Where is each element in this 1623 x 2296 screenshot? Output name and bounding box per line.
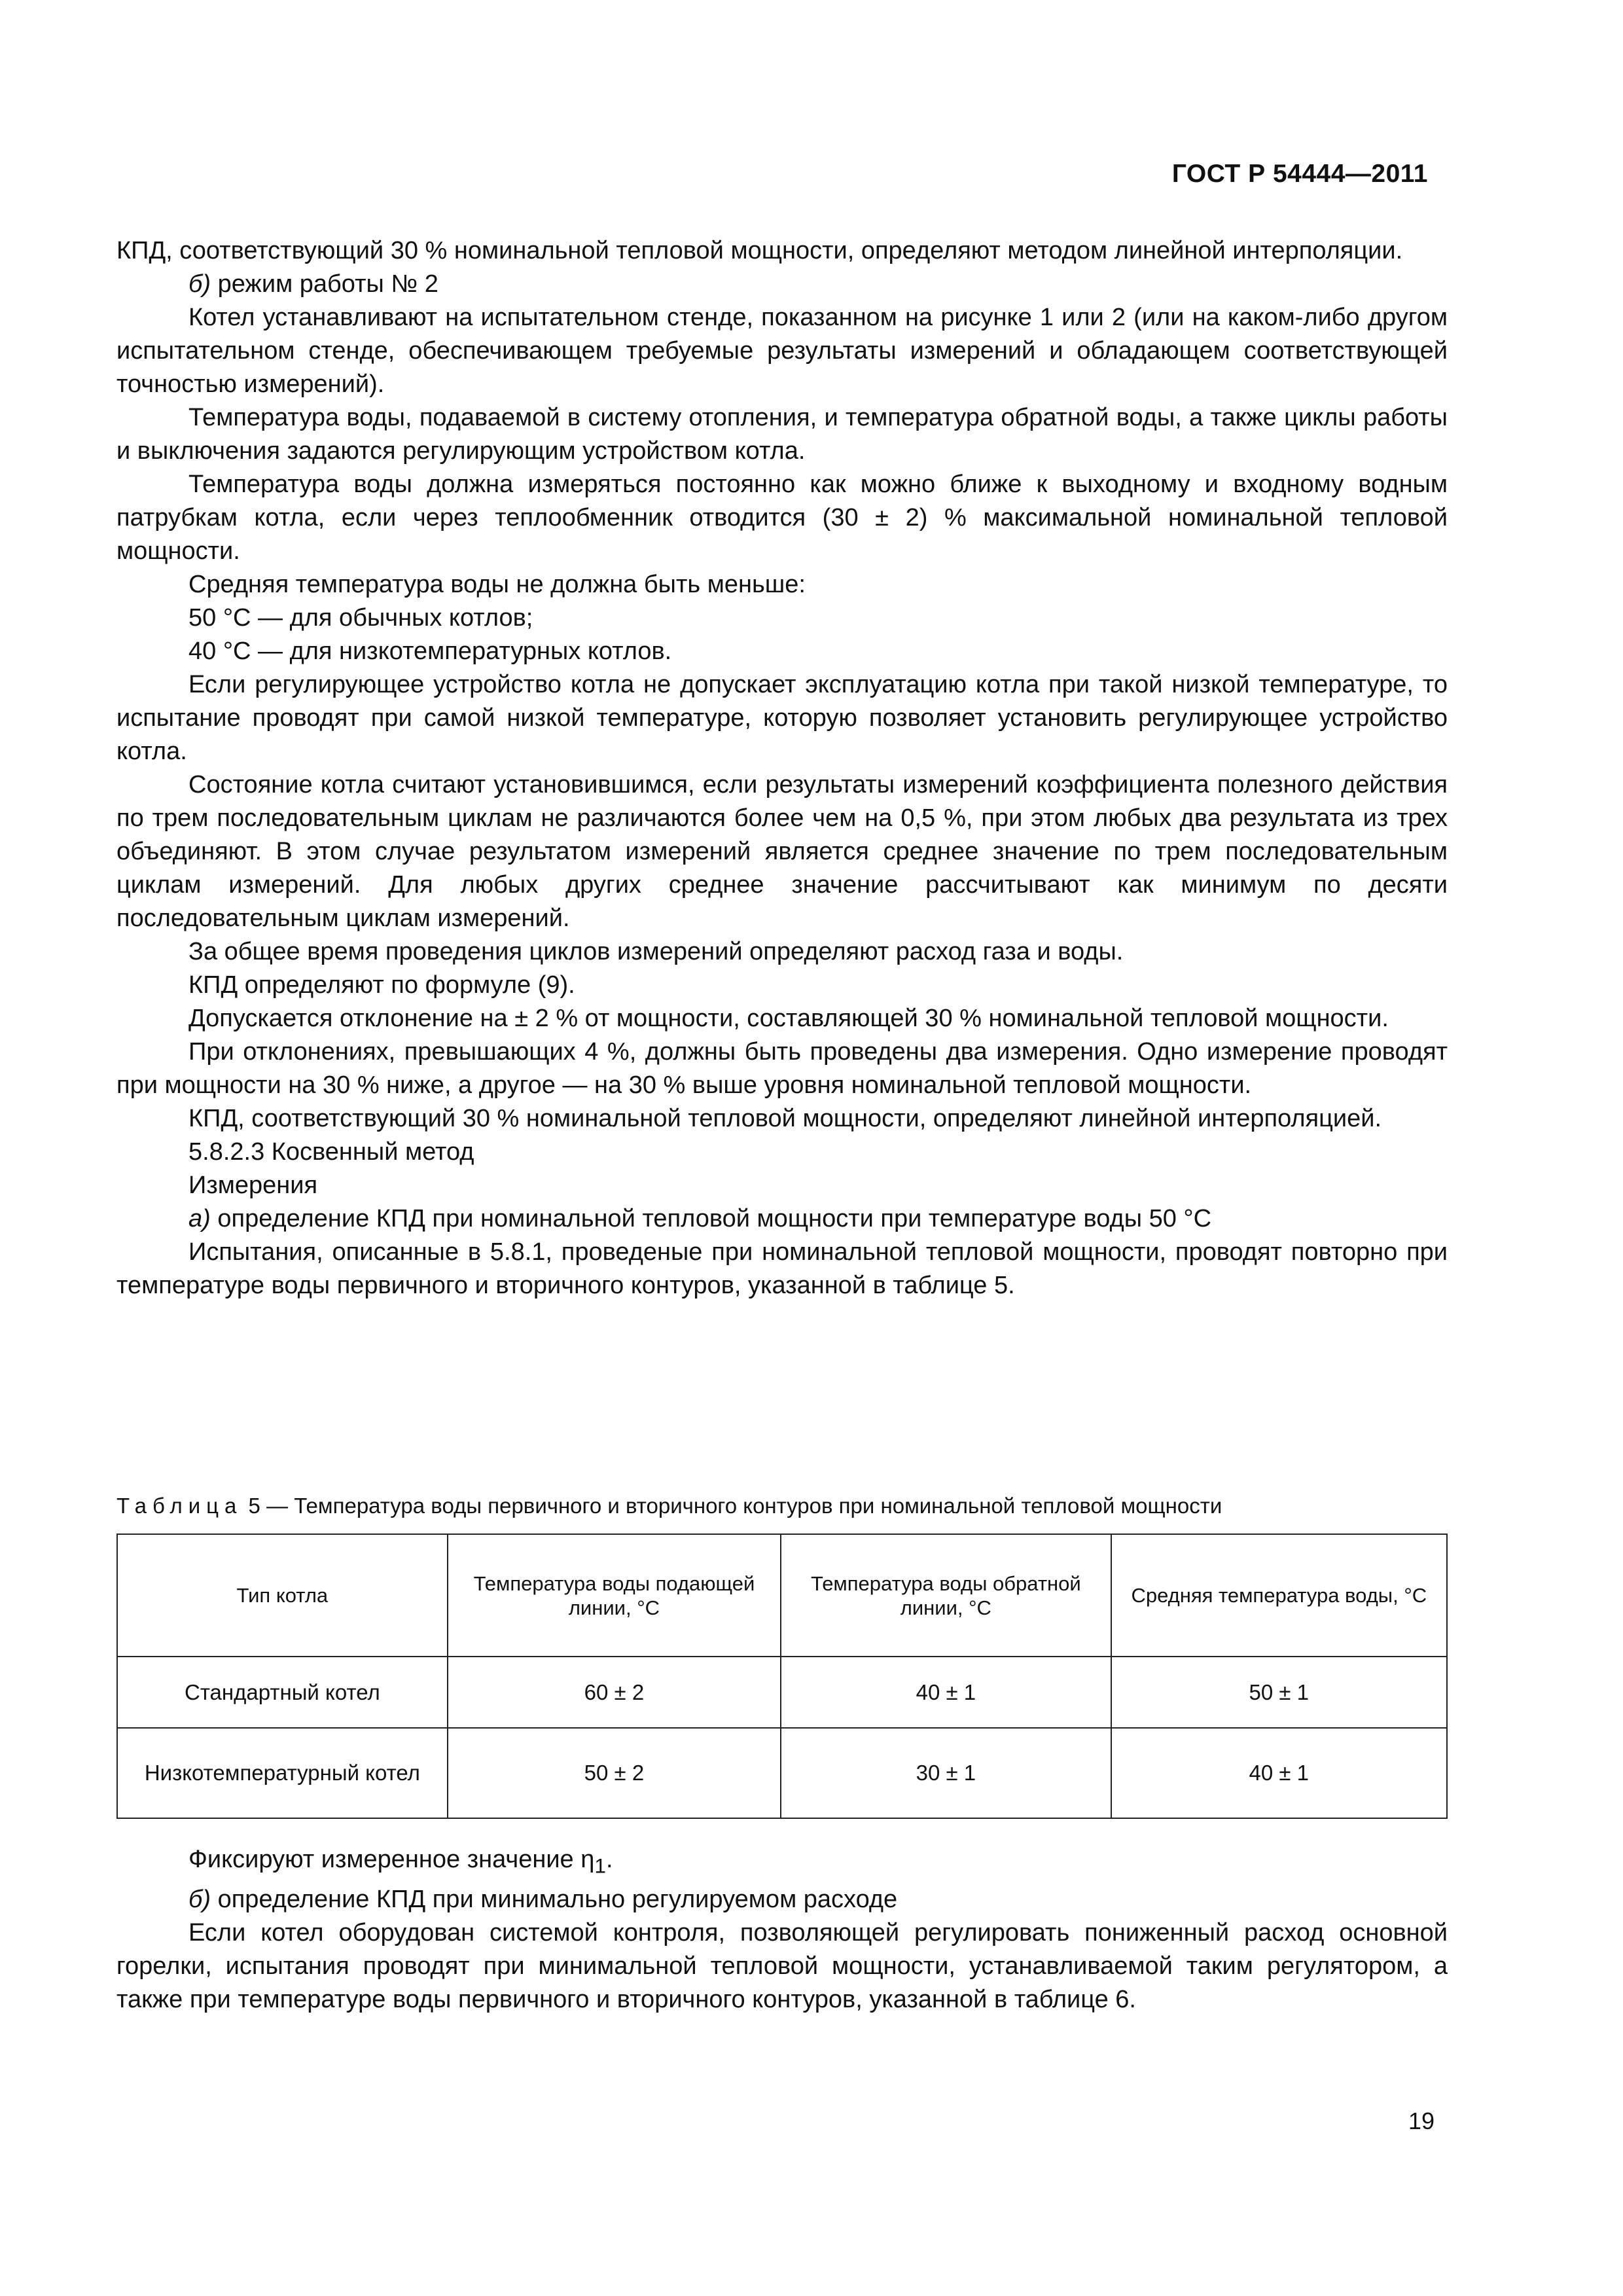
- paragraph-mode-2: [116, 268, 1448, 301]
- table-cell: Стандартный котел: [117, 1657, 448, 1728]
- paragraph: 50 °С — для обычных котлов;: [188, 604, 533, 632]
- body-text: [116, 234, 1448, 1302]
- paragraph-eta: [116, 1843, 1448, 1883]
- table-header-cell: Температура воды подающей линии, °С: [448, 1534, 781, 1657]
- paragraph: 40 °С — для низкотемпературных котлов.: [188, 637, 672, 665]
- paragraph: Испытания, описанные в 5.8.1, проведеные при номинальной тепловой мощности, проводят повторно при температуре воды первичного и вторичного контуров, указанной в таблице 5.: [116, 1238, 1448, 1299]
- paragraph-item-a: [116, 1202, 1448, 1236]
- paragraph: Допускается отклонение на ± 2 % от мощности, составляющей 30 % номинальной тепловой мощности.: [188, 1005, 1389, 1032]
- table-row: [117, 1657, 1447, 1728]
- table-header-row: [117, 1534, 1447, 1657]
- table-cell: 50 ± 2: [448, 1728, 781, 1818]
- paragraph: Если котел оборудован системой контроля, позволяющей регулировать пониженный расход основной горелки, испытания проводят при минимальной тепловой мощности, устанавливаемой таким регулятором, а также при температуре воды первичного и вторичного контуров, указанной в таблице 6.: [116, 1918, 1448, 2013]
- paragraph-text: определение КПД при номинальной тепловой мощности при температуре воды 50 °С: [217, 1205, 1212, 1232]
- section-heading: 5.8.2.3 Косвенный метод: [188, 1138, 474, 1166]
- page-number: 19: [1408, 2108, 1435, 2134]
- table-cell: 60 ± 2: [448, 1657, 781, 1728]
- list-marker: б): [188, 1885, 211, 1913]
- table-cell: 50 ± 1: [1111, 1657, 1447, 1728]
- paragraph-text: режим работы № 2: [217, 270, 438, 298]
- paragraph: Состояние котла считают установившимся, если результаты измерений коэффициента полезного действия по трем последовательным циклам не различаются более чем на 0,5 %, при этом любых два результата из трех объединяют. В этом случае результатом измерений является среднее значение по трем последовательным циклам измерений. Для любых других среднее значение рассчитывают как минимум по десяти последовательным циклам измерений.: [116, 771, 1448, 932]
- paragraph: При отклонениях, превышающих 4 %, должны быть проведены два измерения. Одно измерение проводят при мощности на 30 % ниже, а другое — на 30 % выше уровня номинальной тепловой мощности.: [116, 1038, 1448, 1099]
- paragraph-text: определение КПД при минимально регулируемом расходе: [217, 1885, 898, 1913]
- list-marker: б): [188, 270, 211, 298]
- table-cell: 40 ± 1: [1111, 1728, 1447, 1818]
- body-text-after-table: [116, 1843, 1448, 2017]
- paragraph: Температура воды, подаваемой в систему отопления, и температура обратной воды, а также циклы работы и выключения задаются регулирующим устройством котла.: [116, 404, 1448, 465]
- paragraph-text: Фиксируют измеренное значение η: [188, 1846, 595, 1873]
- table-5: [116, 1534, 1448, 1819]
- paragraph: Температура воды должна измеряться постоянно как можно ближе к выходному и входному водным патрубкам котла, если через теплообменник отводится (30 ± 2) % максимальной номинальной тепловой мощности.: [116, 471, 1448, 565]
- paragraph: За общее время проведения циклов измерений определяют расход газа и воды.: [188, 938, 1124, 965]
- paragraph: Средняя температура воды не должна быть меньше:: [188, 571, 806, 598]
- paragraph: Измерения: [188, 1172, 318, 1199]
- subscript: 1: [594, 1854, 606, 1878]
- table-cell: 40 ± 1: [781, 1657, 1111, 1728]
- paragraph-text: .: [606, 1846, 613, 1873]
- paragraph: Котел устанавливают на испытательном стенде, показанном на рисунке 1 или 2 (или на каком-либо другом испытательном стенде, обеспечивающем требуемые результаты измерений и обладающем соответствующей точностью измерений).: [116, 304, 1448, 398]
- table-cell: Низкотемпературный котел: [117, 1728, 448, 1818]
- table-row: [117, 1728, 1447, 1818]
- table-caption: [116, 1494, 1491, 1518]
- paragraph: Если регулирующее устройство котла не допускает эксплуатацию котла при такой низкой температуре, то испытание проводят при самой низкой температуре, которую позволяет установить регулирующее устройство котла.: [116, 671, 1448, 765]
- table-header-cell: Тип котла: [117, 1534, 448, 1657]
- table-cell: 30 ± 1: [781, 1728, 1111, 1818]
- table-header-cell: Температура воды обратной линии, °С: [781, 1534, 1111, 1657]
- paragraph-item-b: [116, 1883, 1448, 1916]
- table-header-cell: Средняя температура воды, °С: [1111, 1534, 1447, 1657]
- table-caption-label: Таблица: [116, 1494, 243, 1518]
- paragraph: КПД, соответствующий 30 % номинальной тепловой мощности, определяют методом линейной интерполяции.: [116, 237, 1403, 264]
- paragraph: КПД, соответствующий 30 % номинальной тепловой мощности, определяют линейной интерполяцией.: [188, 1105, 1382, 1132]
- list-marker: а): [188, 1205, 211, 1232]
- table-caption-text: 5 — Температура воды первичного и вторичного контуров при номинальной тепловой мощности: [242, 1494, 1222, 1518]
- paragraph: КПД определяют по формуле (9).: [188, 971, 575, 999]
- document-header: ГОСТ Р 54444—2011: [1171, 160, 1428, 188]
